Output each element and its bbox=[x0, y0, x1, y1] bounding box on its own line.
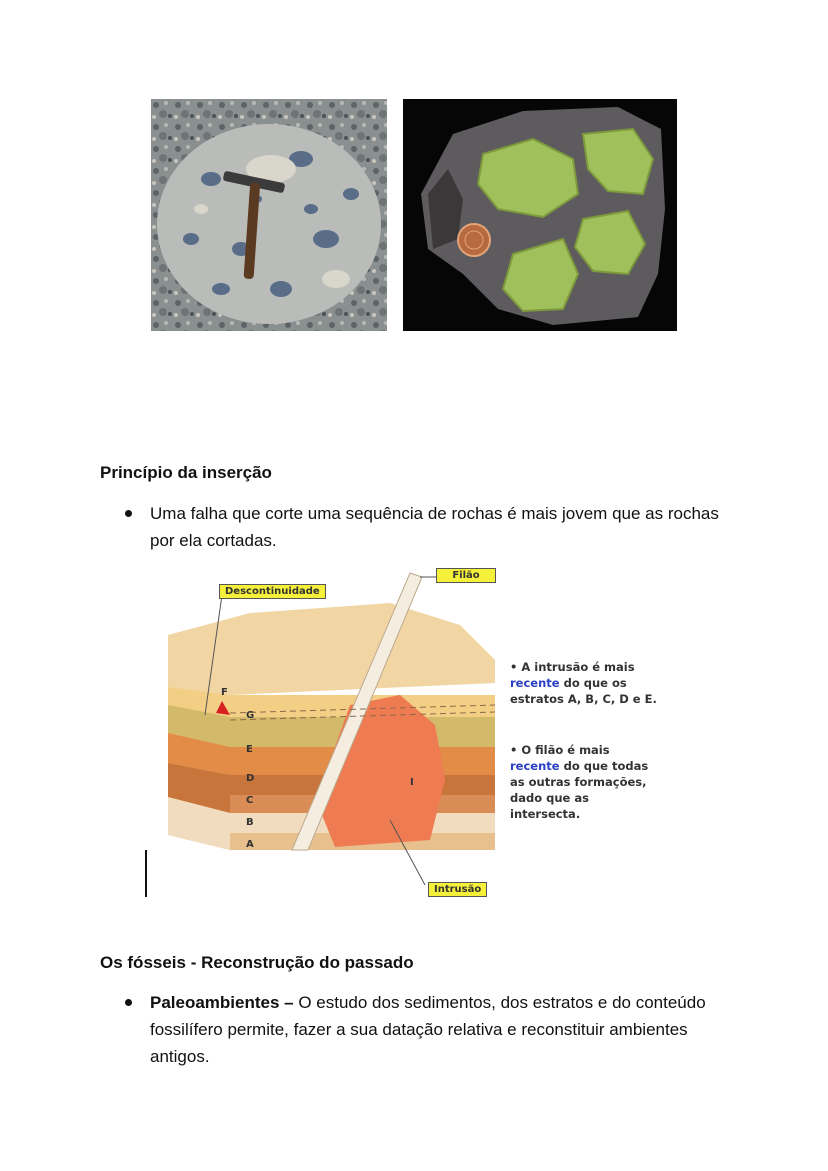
bullet-dot bbox=[125, 510, 132, 517]
conglomerate-rock-photo bbox=[151, 99, 387, 331]
layer-label-f: F bbox=[221, 687, 228, 698]
note2-text-b: do que todas as outras formações, dado que as intersecta. bbox=[510, 759, 649, 821]
bullet-paleoambientes-term: Paleoambientes – bbox=[150, 993, 294, 1012]
note1-highlight: recente bbox=[510, 676, 560, 690]
layer-label-g: G bbox=[246, 710, 255, 721]
section-heading-fosseis: Os fósseis - Reconstrução do passado bbox=[100, 953, 414, 972]
note2-text-a: • O filão é mais bbox=[510, 743, 610, 757]
layer-label-a: A bbox=[246, 839, 254, 850]
note1-text-a: • A intrusão é mais bbox=[510, 660, 635, 674]
diagram-note-filao bbox=[510, 742, 660, 822]
note2-highlight: recente bbox=[510, 759, 560, 773]
stratigraphy-diagram bbox=[160, 565, 500, 900]
tag-descontinuidade: Descontinuidade bbox=[219, 584, 326, 599]
bullet-dot bbox=[125, 999, 132, 1006]
intrusion-label: I bbox=[410, 777, 414, 788]
peridotite-rock-photo bbox=[403, 99, 677, 331]
text-cursor bbox=[145, 850, 147, 897]
section-heading-insercao: Princípio da inserção bbox=[100, 463, 272, 482]
layer-label-b: B bbox=[246, 817, 254, 828]
layer-label-c: C bbox=[246, 795, 254, 806]
bullet-paleoambientes bbox=[150, 989, 740, 1070]
bullet-paleoambientes-text: O estudo dos sedimentos, dos estratos e do conteúdo fossilífero permite, fazer a sua datação relativa e reconstituir ambientes antigos. bbox=[150, 993, 706, 1066]
bullet-insercao bbox=[150, 500, 740, 554]
tag-intrusao: Intrusão bbox=[428, 882, 487, 897]
layer-label-e: E bbox=[246, 744, 253, 755]
tag-filao: Filão bbox=[436, 568, 496, 583]
layer-label-d: D bbox=[246, 773, 255, 784]
note1-text-b: do que os estratos A, B, C, D e E. bbox=[510, 676, 657, 706]
diagram-note-intrusao bbox=[510, 659, 660, 707]
bullet-insercao-text: Uma falha que corte uma sequência de rochas é mais jovem que as rochas por ela cortadas. bbox=[150, 504, 719, 550]
